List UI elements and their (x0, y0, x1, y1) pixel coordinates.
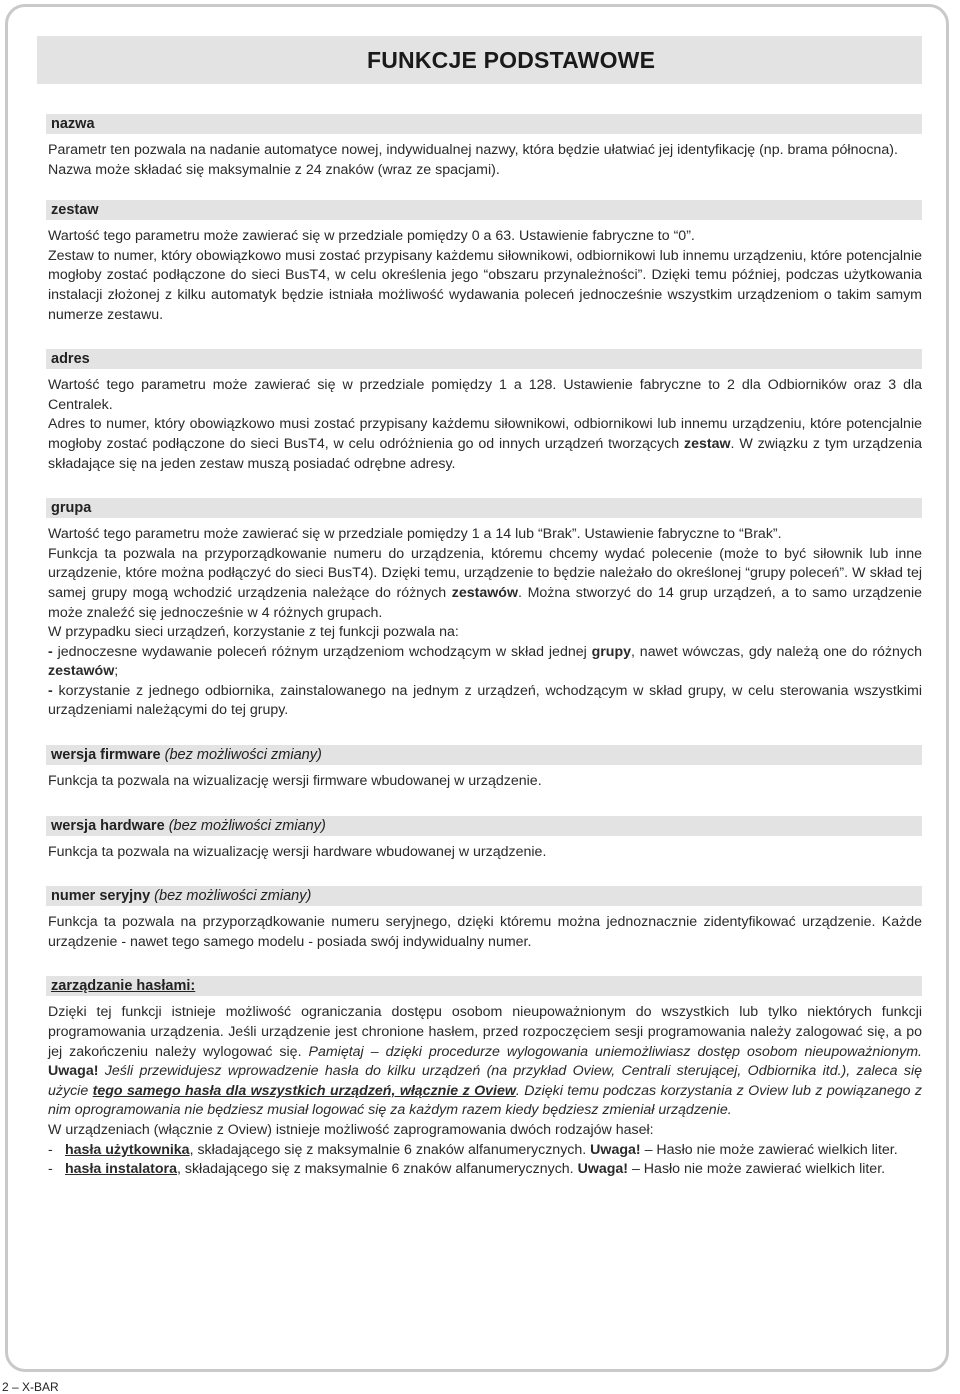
password-types-list (48, 1141, 922, 1180)
section-passwords (48, 976, 922, 1179)
paragraph: Parametr ten pozwala na nadanie automatyce nowej, indywidualnej nazwy, która będzie ułatwiać jej identyfikację (np. brama północna). (48, 142, 898, 158)
section-heading-adres: adres (46, 349, 922, 369)
list-item: - hasła użytkownika, składającego się z maksymalnie 6 znaków alfanumerycznych. Uwaga! – Hasło nie może zawierać wielkich liter. (48, 1141, 898, 1158)
page-title: FUNKCJE PODSTAWOWE (367, 47, 656, 73)
section-hardware (48, 816, 922, 863)
paragraph: Wartość tego parametru może zawierać się w przedziale pomiędzy 0 a 63. Ustawienie fabryczne to “0”. (48, 228, 695, 245)
section-heading-nazwa: nazwa (46, 114, 922, 134)
list-item: - hasła instalatora, składającego się z maksymalnie 6 znaków alfanumerycznych. Uwaga! – Hasło nie może zawierać wielkich liter. (48, 1161, 886, 1178)
section-heading-passwords: zarządzanie hasłami: (46, 976, 922, 996)
paragraph: Zestaw to numer, który obowiązkowo musi zostać przypisany każdemu siłownikowi, odbiornikowi lub innemu urządzeniu, które potencjalnie mogłoby zostać podłączone do sieci BusT4, w celu określenia jego “obszaru przynależności”. Dzięki temu później, podczas użytkowania instalacji złożonej z kilku automatyk będzie istniała możliwość wydawania poleceń jednocześnie wszystkim urządzeniom o takim samym numerze zestawu. (48, 247, 922, 323)
section-zestaw (48, 200, 922, 325)
page-footer: 2 – X-BAR (2, 1380, 59, 1394)
section-grupa (48, 498, 922, 721)
paragraph: Funkcja ta pozwala na wizualizację wersji firmware wbudowanej w urządzenie. (48, 773, 542, 790)
paragraph: Nazwa może składać się maksymalnie z 24 znaków (wraz ze spacjami). (48, 161, 500, 178)
section-firmware (48, 745, 922, 792)
list-item: - korzystanie z jednego odbiornika, zainstalowanego na jednym z urządzeń, wchodzącym w skład grupy, w celu sterowania wszystkimi urządzeniami należącymi do tej grupy. (48, 682, 922, 719)
list-item: - jednoczesne wydawanie poleceń różnym urządzeniom wchodzącym w skład jednej grupy, nawet wówczas, gdy należą one do różnych zestawów; (48, 643, 922, 680)
paragraph: Adres to numer, który obowiązkowo musi zostać przypisany każdemu siłownikowi, odbiornikowi lub innemu urządzeniu, które potencjalnie mogłoby zostać podłączone do sieci BusT4, w celu odróżnienia go od innych urządzeń tworzących zestaw. W związku z tym urządzenia składające się na jeden zestaw muszą posiadać odrębne adresy. (48, 416, 922, 472)
section-heading-zestaw: zestaw (46, 200, 922, 220)
paragraph: Funkcja ta pozwala na przyporządkowanie numeru seryjnego, dzięki któremu można jednoznacznie zidentyfikować urządzenie. Każde urządzenie - nawet tego samego modelu - posiada swój indywidualny numer. (48, 914, 922, 950)
section-serial-number (48, 886, 922, 952)
paragraph: Dzięki tej funkcji istnieje możliwość ograniczania dostępu osobom nieupoważnionym do wszystkich lub tylko niektórych funkcji programowania urządzenia. Jeśli urządzenie jest chronione hasłem, przed rozpoczęciem sesji programowania należy zalogować się, a po jej zakończeniu należy wylogować się. Pamiętaj – dzięki procedurze wylogowania uniemożliwiasz dostęp osobom nieupoważnionym. Uwaga! Jeśli przewidujesz wprowadzenie hasła do kilku urządzeń (na przykład Oview, Centrali sterującej, Odbiornika itd.), zaleca się użycie tego samego hasła dla wszystkich urządzeń, włącznie z Oview. Dzięki temu podczas korzystania z Oview lub z powiązanego z nim oprogramowania nie będziesz musiał logować się za każdym razem kiedy będziesz zmieniał urządzenie. (48, 1004, 923, 1119)
paragraph: W przypadku sieci urządzeń, korzystanie z tej funkcji pozwala na: (48, 624, 459, 641)
section-heading-serial-number: numer seryjny (bez możliwości zmiany) (46, 886, 922, 906)
document-body (48, 114, 922, 1180)
section-heading-hardware: wersja hardware (bez możliwości zmiany) (46, 816, 922, 836)
paragraph: W urządzeniach (włącznie z Oview) istnieje możliwość zaprogramowania dwóch rodzajów haseł: (48, 1122, 654, 1138)
title-bar (37, 36, 922, 84)
paragraph: Funkcja ta pozwala na wizualizację wersji hardware wbudowanej w urządzenie. (48, 843, 547, 860)
paragraph: Wartość tego parametru może zawierać się w przedziale pomiędzy 1 a 128. Ustawienie fabryczne to 2 dla Odbiorników oraz 3 dla Centralek. (48, 377, 922, 413)
section-nazwa (48, 114, 922, 180)
paragraph: Funkcja ta pozwala na przyporządkowanie numeru do urządzenia, któremu chcemy wydać polecenie (może to być siłownik lub inne urządzenie, które można podłączyć do sieci BusT4). Dzięki temu, urządzenie to będzie należało do określonej “grupy poleceń”. W skład tej samej grupy mogą wchodzić urządzenia należące do różnych zestawów. Można stworzyć do 14 grup urządzeń, a to samo urządzenie może znaleźć się jednocześnie w 4 różnych grupach. (48, 545, 922, 621)
section-heading-grupa: grupa (46, 498, 922, 518)
paragraph: Wartość tego parametru może zawierać się w przedziale pomiędzy 1 a 14 lub “Brak”. Ustawienie fabryczne to “Brak”. (48, 526, 782, 543)
section-adres (48, 349, 922, 474)
section-heading-firmware: wersja firmware (bez możliwości zmiany) (46, 745, 922, 765)
